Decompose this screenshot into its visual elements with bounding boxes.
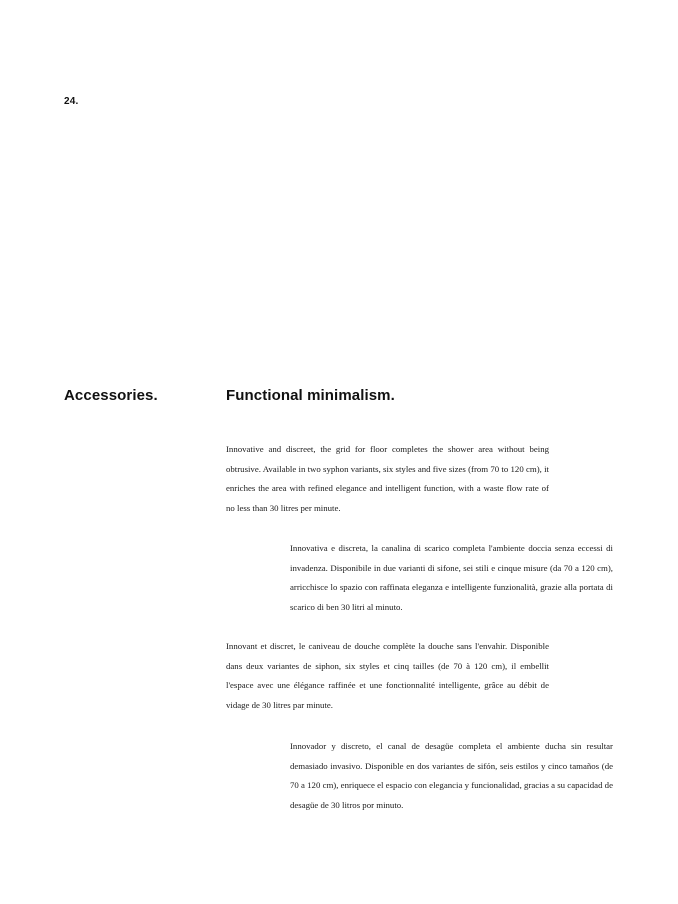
paragraph-french: Innovant et discret, le caniveau de douche complète la douche sans l'envahir. Disponible dans deux variantes de siphon, six styles et cinq tailles (de 70 à 120 cm), il embellit l'espace avec une élégance raffinée et une fonctionnalité intelligente, grâce au débit de vidage de 30 litres par minute. — [226, 641, 549, 710]
paragraph-english: Innovative and discreet, the grid for floor completes the shower area without being obtrusive. Available in two syphon variants, six styles and five sizes (from 70 to 120 cm), it enriches the area with refined elegance and intelligent function, with a waste flow rate of no less than 30 litres per minute. — [226, 444, 549, 513]
paragraph-italian: Innovativa e discreta, la canalina di scarico completa l'ambiente doccia senza eccessi di invadenza. Disponibile in due varianti di sifone, sei stili e cinque misure (da 70 a 120 cm), arricchisce lo spazio con raffinata eleganza e intelligente funzionalità, grazie alla portata di scarico di ben 30 litri al minuto. — [290, 543, 613, 612]
page-title: Functional minimalism. — [226, 387, 395, 404]
page-number: 24. — [64, 96, 79, 107]
section-label: Accessories. — [64, 387, 158, 404]
paragraph-spanish: Innovador y discreto, el canal de desagüe completa el ambiente ducha sin resultar demasiado invasivo. Disponible en dos variantes de sifón, seis estilos y cinco tamaños (de 70 a 120 cm), enriquece el espacio con elegancia y funcionalidad, gracias a su capacidad de desagüe de 30 litros por minuto. — [290, 741, 613, 810]
